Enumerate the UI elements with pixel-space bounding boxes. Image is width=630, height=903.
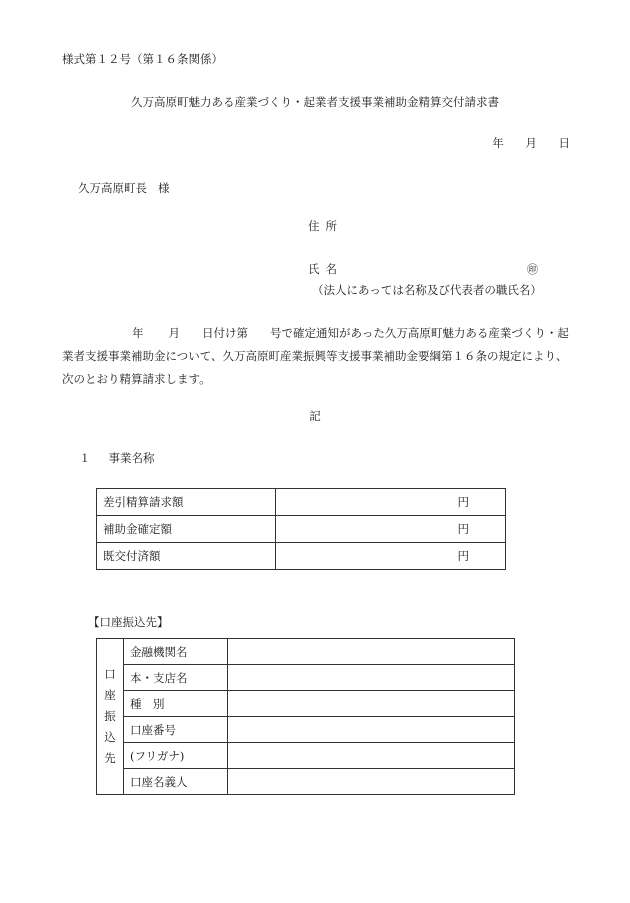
- bank-row-label: 種 別: [124, 691, 228, 717]
- side-char: 先: [104, 751, 116, 765]
- body-month: 月: [168, 326, 180, 340]
- table-row: [97, 717, 515, 743]
- bank-row-label: 口座番号: [124, 717, 228, 743]
- side-char: 振: [104, 709, 116, 723]
- name-label: 氏名: [308, 262, 343, 276]
- seal-icon: ㊞: [527, 263, 538, 276]
- section-title: 事業名称: [108, 451, 155, 465]
- table-row: [97, 769, 515, 795]
- bank-row-label: 口座名義人: [124, 769, 228, 795]
- addressee-name: 久万高原町長: [78, 181, 147, 195]
- table-row: [97, 489, 506, 516]
- request-body-text: [62, 322, 572, 391]
- section-business-name: [79, 450, 155, 466]
- table-row: [97, 665, 515, 691]
- address-label: 住所: [308, 219, 343, 233]
- date-line: [492, 135, 570, 151]
- amount-value-cell[interactable]: 円: [276, 516, 506, 543]
- table-row: [97, 639, 515, 665]
- section-number: １: [79, 451, 91, 465]
- bank-account-table: [96, 638, 515, 795]
- form-number: 様式第１２号（第１６条関係）: [62, 52, 223, 66]
- date-year-label: 年: [492, 136, 504, 150]
- document-title: 久万高原町魅力ある産業づくり・起業者支援事業補助金精算交付請求書: [131, 95, 499, 109]
- table-row: [97, 516, 506, 543]
- amount-label: 差引精算請求額: [97, 489, 276, 516]
- addressee: [78, 180, 170, 196]
- amount-label: 補助金確定額: [97, 516, 276, 543]
- account-type-field[interactable]: [228, 691, 515, 717]
- table-row: [97, 543, 506, 570]
- account-number-field[interactable]: [228, 717, 515, 743]
- bank-row-label: (フリガナ): [124, 743, 228, 769]
- bank-account-heading: 【口座振込先】: [88, 615, 169, 629]
- side-char: 口: [104, 667, 116, 681]
- amount-value-cell[interactable]: 円: [276, 489, 506, 516]
- date-day-label: 日: [558, 136, 570, 150]
- ki-label: 記: [309, 409, 321, 423]
- date-month-label: 月: [525, 136, 537, 150]
- addressee-honorific: 様: [158, 181, 170, 195]
- branch-name-field[interactable]: [228, 665, 515, 691]
- table-row: [97, 691, 515, 717]
- amount-label: 既交付済額: [97, 543, 276, 570]
- table-row: [97, 743, 515, 769]
- account-holder-field[interactable]: [228, 769, 515, 795]
- bank-name-field[interactable]: [228, 639, 515, 665]
- bank-row-label: 金融機関名: [124, 639, 228, 665]
- amount-table: [96, 488, 506, 570]
- amount-value-cell[interactable]: 円: [276, 543, 506, 570]
- furigana-field[interactable]: [228, 743, 515, 769]
- body-main-text: 号で確定通知があった久万高原町魅力ある産業づくり・起業者支援事業補助金について、久万高原町産業振興等支援事業補助金要綱第１６条の規定により、次のとおり精算請求します。: [62, 326, 569, 386]
- side-char: 座: [104, 688, 116, 702]
- side-char: 込: [104, 730, 116, 744]
- bank-row-label: 本・支店名: [124, 665, 228, 691]
- body-year: 年: [132, 326, 144, 340]
- bank-side-label: [97, 639, 124, 795]
- body-dated-no: 日付け第: [202, 326, 248, 340]
- corporate-note: （法人にあっては名称及び代表者の職氏名）: [312, 283, 542, 297]
